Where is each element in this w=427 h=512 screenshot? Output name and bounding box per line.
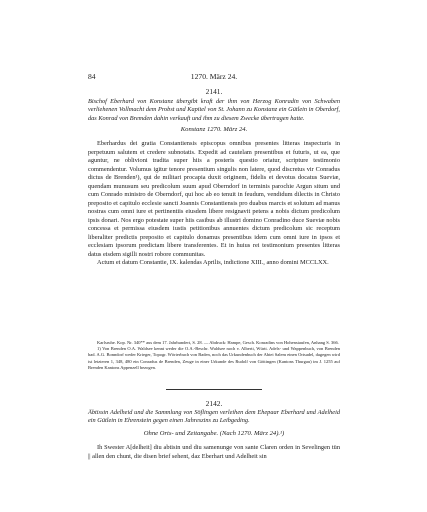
section-divider <box>166 389 262 390</box>
document-number: 2142. <box>205 399 223 408</box>
footnote: 1) Von Brenden O.A. Waldsee kennt weder die O.A.-Beschr. Waldsee noch v. Alberti, Württ. Adels- und Wappenbuch, von Brenden bad. A.G. Bonndorf weder Krieger, Topogr. Wörterbuch von Baden, noch das Urkundenbuch der Abtei Salem einen Ortsadel, dagegen wird ist letzteren 1, 348, 480 ein Conradus de Brenden, Zeuge in einer Urkunde des Rudolf von Göttingen (Kantons Thurgau) im J. 1255 auf Brenden Kantons Appenzell bezogen. <box>88 346 340 370</box>
document-body <box>88 444 340 461</box>
document-dateline: Ohne Orts- und Zeitangabe. (Nach 1270. März 24).¹) <box>143 430 285 437</box>
document-summary: Äbtissin Adelheid und die Sammlung von Söflingen verleihen dem Ehepaar Eberhard und Adelheid ein Gütlein in Ehrenstein gegen einen Jahreszins zu Leibgeding. <box>88 409 340 425</box>
running-title: 1270. März 24. <box>190 72 238 81</box>
page-number: 84 <box>88 72 96 81</box>
document-number: 2141. <box>205 87 223 96</box>
document-dateline: Konstanz 1270. März 24. <box>180 126 248 133</box>
document-summary: Bischof Eberhard von Konstanz übergibt kraft der ihm von Herzog Konradin von Schwaben verliehenen Vollmacht dem Probst und Kapitel von St. Johann zu Konstanz ein Gütlein in Oberdorf, das Konrad von Bremden dahin verkauft und ihm zu diesem Zwecke übertragen hatte. <box>88 98 340 122</box>
charter-text: Ih Swester A[delheit] diu abtisin und diu samenunge von sante Claren orden in Sevelingen tün || allen den chunt, die disen brief sehent, daz Eberhart und Adelheit sin <box>88 444 340 460</box>
actum-line: Actum et datum Constantie, IX. kalendas Aprilis, indictione XIII., anno domini MCCLXX. <box>97 259 329 266</box>
charter-text: Eberhardus dei gratia Constantiensis episcopus omnibus presentes litteras inspecturis in perpetuum salutem et credere subnotatis. Expedit ad cautelam presentibus et futuris, ut ea, que aguntur, ne oblivioni tradita super hiis a posteris questio oriatur, scripture testimonio commendentur. Volumus igitur tenore presentium singulis non latere, quod discretus vir Conradus dictus de Brenden¹), qui de militari procapia duxit originem, fidelis et devotus docatus Sueviæ, quendam munusum seu predicolum suum apud Oberndorf in terminis parochie Argun situm und cum Conrado ministro de Oberndorf, qui hoc ab eo tenuit in feudum, vendidum dilectis in Christo preposito et capitulo ecclesie sancti Joannis Constantiensis pro duabus marcis et solutum ad manus nostras cum omni iure et pertinentiis eiusdem libere resignavit petens a nobis dictum predicolum ipsis donari. Nos ergo potestate super hiis casibus ab illustri domino Conradino duce Sueviæ nobis concessa et permissa eiusdem iustis petitionibus annuentes dictum predicolum sic receptum liberaliter predictis preposito et capitulo donamus presentibus idem cum omni iure in ipsos et ecclesiam ipsorum predictam libere transferentes. Et in huius rei testimonium presentes litteras datus eisdem sigilli nostri robore communitas. <box>88 140 340 258</box>
source-note: Karlsruhe. Kop. Nr. 340** aus dem 17. Jahrhundert, S. 28. — Abdruck: Hampe, Gesch. Konradins von Hohenstaufen, Anhang S. 366. <box>97 340 339 345</box>
document-notes <box>88 340 340 371</box>
document-body <box>88 140 340 268</box>
